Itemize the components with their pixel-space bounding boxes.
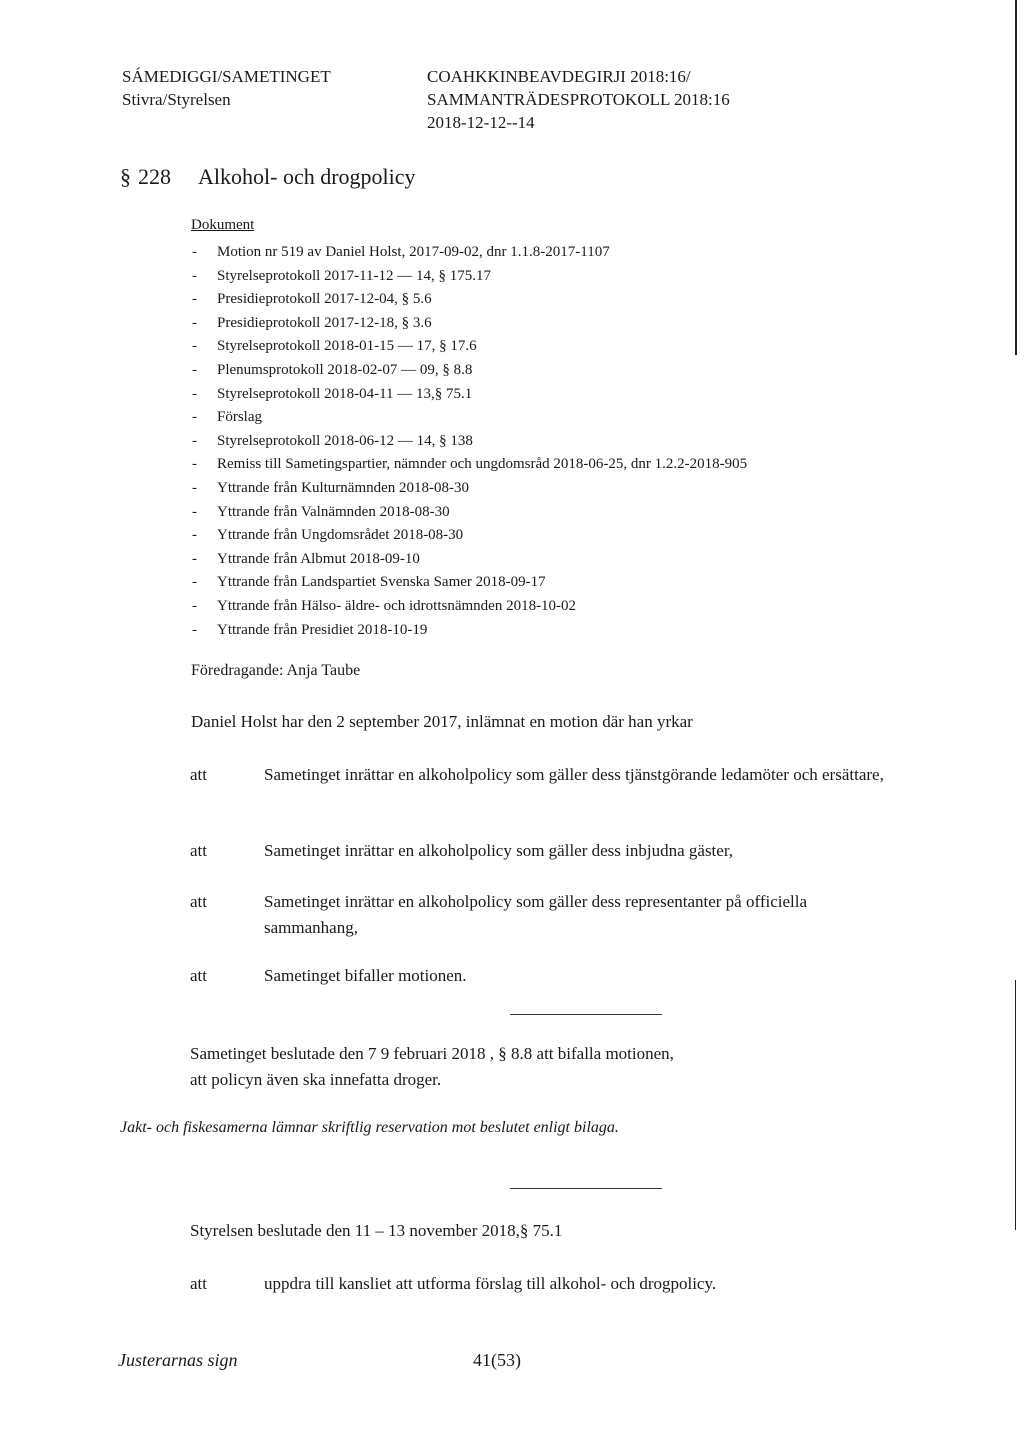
document-item: - Styrelseprotokoll 2017-11-12 — 14, § 175.17 <box>192 267 492 284</box>
document-item: - Plenumsprotokoll 2018-02-07 — 09, § 8.8 <box>192 361 473 378</box>
sameting-decision-continued: att policyn även ska innefatta droger. <box>190 1070 442 1089</box>
board-decision: Styrelsen beslutade den 11 – 13 november 2018,§ 75.1 <box>190 1221 563 1240</box>
att-label: att <box>190 966 207 985</box>
scan-edge-line <box>1015 0 1017 355</box>
motion-intro: Daniel Holst har den 2 september 2017, inlämnat en motion där han yrkar <box>191 712 693 731</box>
document-item: - Remiss till Sametingspartier, nämnder och ungdomsråd 2018-06-25, dnr 1.2.2-2018-905 <box>192 456 748 473</box>
document-item: - Yttrande från Presidiet 2018-10-19 <box>192 621 428 638</box>
document-item: - Yttrande från Kulturnämnden 2018-08-30 <box>192 479 470 496</box>
att-label: att <box>190 1274 207 1293</box>
att-label: att <box>190 841 207 860</box>
att-label: att <box>190 892 207 911</box>
documents-heading: Dokument <box>191 217 255 233</box>
signature-label: Justerarnas sign <box>118 1350 238 1370</box>
org-subunit: Stivra/Styrelsen <box>122 90 231 109</box>
document-item: - Yttrande från Landspartiet Svenska Samer 2018-09-17 <box>192 574 546 591</box>
protocol-title-sami: COAHKKINBEAVDEGIRJI 2018:16/ <box>427 67 691 86</box>
motion-point-text: Sametinget inrättar en alkoholpolicy som gäller dess tjänstgörande ledamöter och ersättare, <box>264 765 884 784</box>
document-item: - Styrelseprotokoll 2018-04-11 — 13,§ 75.1 <box>192 385 473 402</box>
document-item: - Presidieprotokoll 2017-12-18, § 3.6 <box>192 314 432 331</box>
document-item: - Förslag <box>192 409 262 426</box>
protocol-date: 2018-12-12--14 <box>427 113 535 132</box>
separator-line <box>510 1188 662 1189</box>
scan-edge-line <box>1015 980 1016 1230</box>
att-label: att <box>190 765 207 784</box>
document-item: - Motion nr 519 av Daniel Holst, 2017-09-02, dnr 1.1.8-2017-1107 <box>192 244 610 260</box>
protocol-title-swedish: SAMMANTRÄDESPROTOKOLL 2018:16 <box>427 90 730 109</box>
sameting-decision: Sametinget beslutade den 7 9 februari 2018 , § 8.8 att bifalla motionen, <box>190 1044 674 1063</box>
document-item: - Styrelseprotokoll 2018-06-12 — 14, § 138 <box>192 432 473 449</box>
separator-line <box>510 1014 662 1015</box>
document-item: - Styrelseprotokoll 2018-01-15 — 17, § 17.6 <box>192 338 477 355</box>
documents-list <box>192 241 747 642</box>
document-item: - Yttrande från Valnämnden 2018-08-30 <box>192 503 450 520</box>
document-item: - Presidieprotokoll 2017-12-04, § 5.6 <box>192 291 432 308</box>
section-number: 228 <box>138 164 171 189</box>
page-number: 41(53) <box>473 1350 521 1370</box>
motion-point-text: Sametinget inrättar en alkoholpolicy som gäller dess representanter på officiella sammanhang, <box>264 892 808 937</box>
motion-point-text: Sametinget inrättar en alkoholpolicy som gäller dess inbjudna gäster, <box>264 841 734 860</box>
document-item: - Yttrande från Hälso- äldre- och idrottsnämnden 2018-10-02 <box>192 597 577 614</box>
section-symbol: § <box>120 164 131 189</box>
reservation-note: Jakt- och fiskesamerna lämnar skriftlig reservation mot beslutet enligt bilaga. <box>120 1119 619 1136</box>
motion-point-text: Sametinget bifaller motionen. <box>264 966 467 985</box>
section-title: Alkohol- och drogpolicy <box>198 164 416 189</box>
document-item: - Yttrande från Albmut 2018-09-10 <box>192 550 420 567</box>
decision-text: uppdra till kansliet att utforma förslag till alkohol- och drogpolicy. <box>264 1274 717 1293</box>
org-name: SÁMEDIGGI/SAMETINGET <box>122 67 331 86</box>
document-item: - Yttrande från Ungdomsrådet 2018-08-30 <box>192 527 464 544</box>
presenter: Föredragande: Anja Taube <box>191 662 361 679</box>
